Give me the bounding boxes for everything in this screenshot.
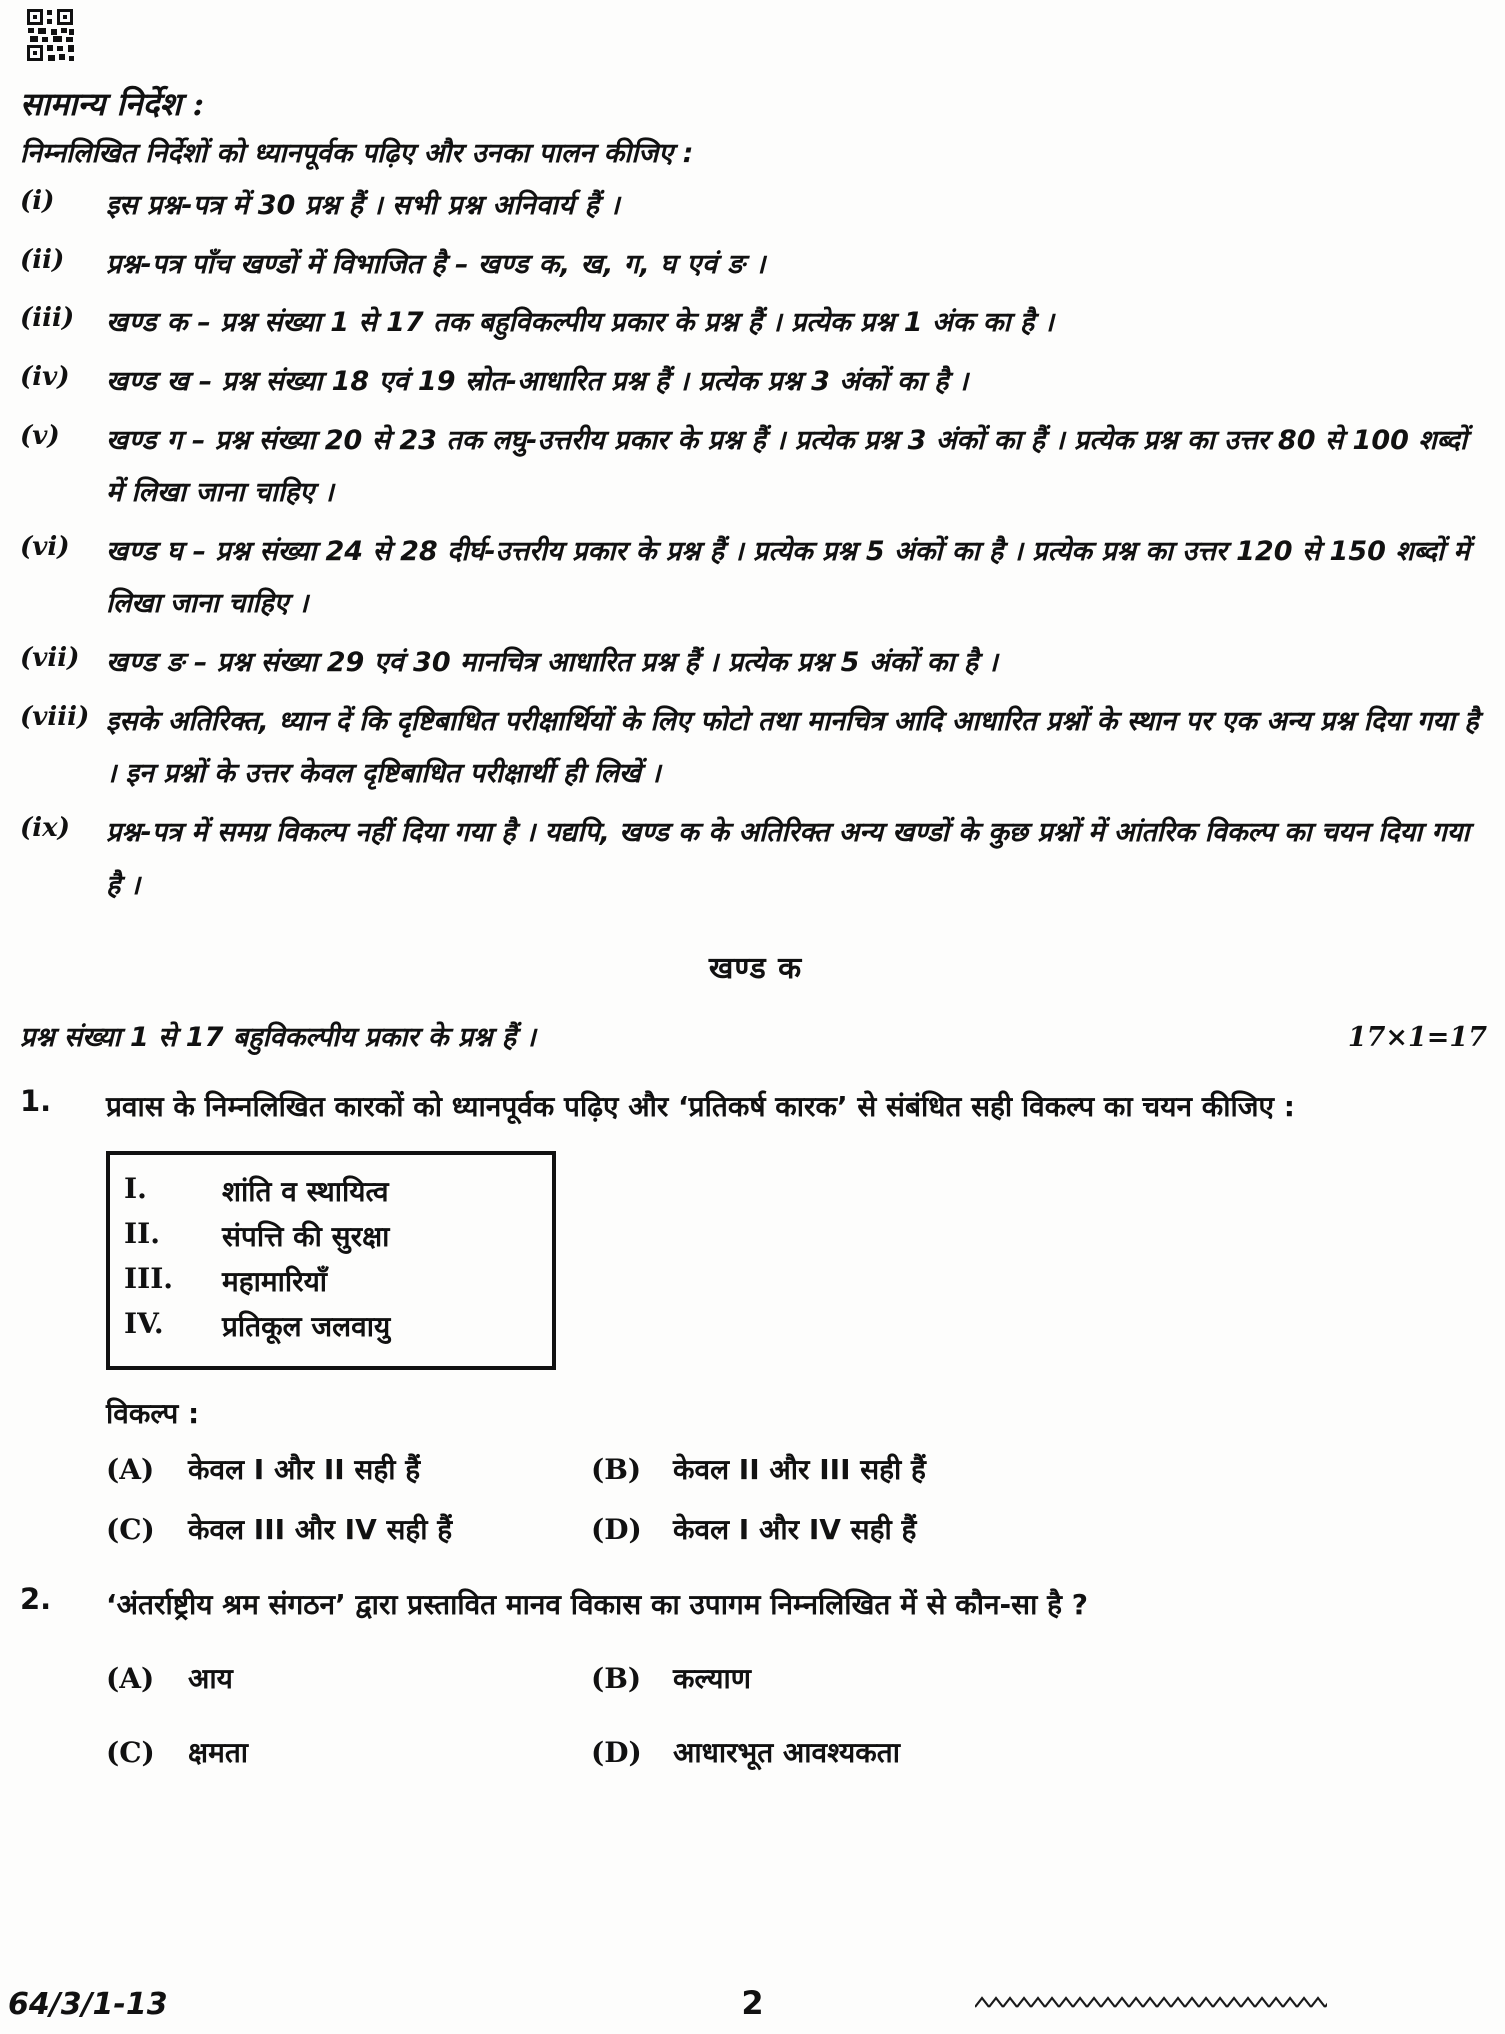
instruction-number: (v) — [20, 420, 60, 451]
option-text: केवल III और IV सही हैं — [188, 1512, 453, 1546]
option-letter: (B) — [591, 1452, 642, 1486]
option-c — [106, 1733, 591, 1771]
factor-row — [124, 1172, 504, 1210]
instruction-text — [106, 637, 1491, 690]
instruction-item-vi — [20, 526, 1491, 631]
question-body — [106, 1080, 1491, 1554]
paper-code: 64/3/1-13 — [8, 1987, 168, 2022]
option-text: केवल I और II सही हैं — [188, 1452, 421, 1486]
factors-box — [106, 1151, 556, 1370]
instruction-text-pre: इस प्रश्न-पत्र में 30 प्रश्न हैं । — [106, 190, 392, 221]
factor-row — [124, 1307, 504, 1345]
option-text: आय — [188, 1661, 233, 1695]
factor-text: प्रतिकूल जलवायु — [222, 1309, 391, 1343]
instruction-number: (vii) — [20, 643, 80, 674]
section-note-row — [20, 1017, 1491, 1054]
instruction-text — [106, 415, 1491, 520]
option-text: कल्याण — [673, 1661, 752, 1695]
general-instructions-intro: निम्नलिखित निर्देशों को ध्यानपूर्वक पढ़िए और उनका पालन कीजिए : — [20, 138, 694, 169]
instruction-text — [106, 696, 1491, 801]
option-text: आधारभूत आवश्यकता — [673, 1735, 900, 1769]
factor-row — [124, 1262, 504, 1300]
instruction-text-strong: खण्ड क — [106, 307, 188, 339]
instruction-item-viii — [20, 696, 1491, 801]
instruction-text-strong: खण्ड ख — [106, 365, 190, 397]
instruction-item-iv — [20, 356, 1491, 409]
instruction-text-post: – प्रश्न संख्या 20 से 23 तक लघु-उत्तरीय प्रकार के प्रश्न हैं । प्रत्येक प्रश्न 3 अंकों का हैं । प्रत्येक प्रश्न का उत्तर 80 से 100 शब्दों में लिखा जाना चाहिए । — [106, 424, 1467, 509]
instruction-number: (iii) — [20, 303, 75, 334]
instruction-number: (iv) — [20, 361, 70, 392]
instruction-item-v — [20, 415, 1491, 520]
instruction-text — [106, 526, 1491, 631]
option-text: केवल II और III सही हैं — [673, 1452, 926, 1486]
question-number: 1. — [20, 1084, 52, 1119]
instruction-text — [106, 297, 1491, 350]
squiggle-mark — [975, 1994, 1327, 2012]
instruction-number: (ix) — [20, 813, 70, 844]
instruction-number: (viii) — [20, 701, 90, 732]
option-letter: (D) — [591, 1512, 642, 1546]
instruction-text-strong: खण्ड ग — [106, 424, 183, 456]
option-letter: (B) — [591, 1661, 642, 1695]
option-letter: (D) — [591, 1735, 642, 1769]
factor-number: I. — [124, 1171, 147, 1205]
factor-number: II. — [124, 1216, 160, 1250]
option-letter: (A) — [106, 1452, 155, 1486]
option-b — [591, 1659, 1461, 1697]
instruction-text-post: – प्रश्न संख्या 1 से 17 तक बहुविकल्पीय प्रकार के प्रश्न हैं । प्रत्येक प्रश्न 1 अंक का है । — [188, 307, 1054, 339]
qr-code-icon — [26, 8, 76, 64]
instruction-number: (i) — [20, 186, 55, 216]
instruction-item-ix — [20, 807, 1491, 912]
question-text: प्रवास के निम्नलिखित कारकों को ध्यानपूर्वक पढ़िए और ‘प्रतिकर्ष कारक’ से संबंधित सही विकल्प का चयन कीजिए : — [106, 1090, 1295, 1124]
instruction-text — [106, 807, 1491, 912]
question-text: ‘अंतर्राष्ट्रीय श्रम संगठन’ द्वारा प्रस्तावित मानव विकास का उपागम निम्नलिखित में से कौन-सा है ? — [106, 1587, 1088, 1621]
instruction-item-i — [20, 180, 1491, 233]
instruction-number: (vi) — [20, 531, 70, 562]
instruction-text-pre: इसके अतिरिक्त, ध्यान दें कि दृष्टिबाधित परीक्षार्थियों के लिए फोटो तथा मानचित्र आदि आधारित प्रश्नों के स्थान पर एक अन्य प्रश्न दिया गया है । इन प्रश्नों के उत्तर केवल दृष्टिबाधित परीक्षार्थी ही लिखें । — [106, 705, 1479, 790]
option-text: क्षमता — [188, 1735, 249, 1769]
option-b — [591, 1450, 1461, 1488]
option-a — [106, 1659, 591, 1697]
question-2-options — [106, 1659, 1461, 1771]
instruction-text-strong: सभी प्रश्न अनिवार्य हैं । — [391, 190, 621, 221]
instruction-text-pre: प्रश्न-पत्र में समग्र विकल्प नहीं दिया गया है । यद्यपि, खण्ड क के अतिरिक्त अन्य खण्डों के कुछ प्रश्नों में आंतरिक विकल्प का चयन दिया गया है । — [106, 817, 1470, 901]
option-d — [591, 1510, 1461, 1548]
option-d — [591, 1733, 1461, 1771]
instruction-text-post: – प्रश्न संख्या 29 एवं 30 मानचित्र आधारित प्रश्न हैं । प्रत्येक प्रश्न 5 अंकों का है । — [184, 647, 998, 679]
instruction-text-post: – प्रश्न संख्या 24 से 28 दीर्घ-उत्तरीय प्रकार के प्रश्न हैं । प्रत्येक प्रश्न 5 अंकों का है । प्रत्येक प्रश्न का उत्तर 120 से 150 शब्दों में लिखा जाना चाहिए । — [106, 535, 1470, 620]
instruction-text — [106, 239, 1491, 292]
options-label: विकल्प : — [106, 1396, 200, 1430]
section-heading: खण्ड क — [708, 951, 803, 987]
question-1-options — [106, 1450, 1461, 1548]
factor-number: III. — [124, 1261, 174, 1295]
instruction-text — [106, 180, 1491, 233]
instruction-text — [106, 356, 1491, 409]
question-body — [106, 1578, 1491, 1777]
factor-row — [124, 1217, 504, 1255]
instruction-text-strong: खण्ड ङ — [106, 647, 185, 679]
general-instructions-heading: सामान्य निर्देश : — [20, 85, 205, 123]
question-number: 2. — [20, 1581, 52, 1616]
instruction-item-ii — [20, 239, 1491, 292]
instruction-item-iii — [20, 297, 1491, 350]
factor-number: IV. — [124, 1306, 164, 1340]
instruction-text-strong: खण्ड घ — [106, 535, 184, 567]
factor-text: महामारियाँ — [222, 1264, 328, 1298]
option-text: केवल I और IV सही हैं — [673, 1512, 917, 1546]
option-a — [106, 1450, 591, 1488]
option-letter: (A) — [106, 1661, 155, 1695]
instruction-text-post: – प्रश्न संख्या 18 एवं 19 स्रोत-आधारित प्रश्न हैं । प्रत्येक प्रश्न 3 अंकों का है । — [189, 365, 969, 397]
question-1 — [20, 1080, 1491, 1554]
instruction-item-vii — [20, 637, 1491, 690]
factor-text: शांति व स्थायित्व — [222, 1174, 389, 1208]
instruction-number: (ii) — [20, 244, 65, 275]
instruction-text-pre: प्रश्न-पत्र पाँच खण्डों में विभाजित है – — [106, 248, 478, 280]
instruction-text-strong: खण्ड क, ख, ग, घ एवं ङ । — [477, 248, 766, 280]
factor-text: संपत्ति की सुरक्षा — [222, 1219, 390, 1253]
question-2 — [20, 1578, 1491, 1777]
section-note: प्रश्न संख्या 1 से 17 बहुविकल्पीय प्रकार के प्रश्न हैं । — [20, 1022, 536, 1054]
option-letter: (C) — [106, 1735, 155, 1769]
page-number: 2 — [741, 1984, 764, 2022]
option-letter: (C) — [106, 1512, 155, 1546]
option-c — [106, 1510, 591, 1548]
page-footer — [0, 1978, 1505, 2022]
section-marks: 17×1=17 — [1347, 1022, 1487, 1054]
